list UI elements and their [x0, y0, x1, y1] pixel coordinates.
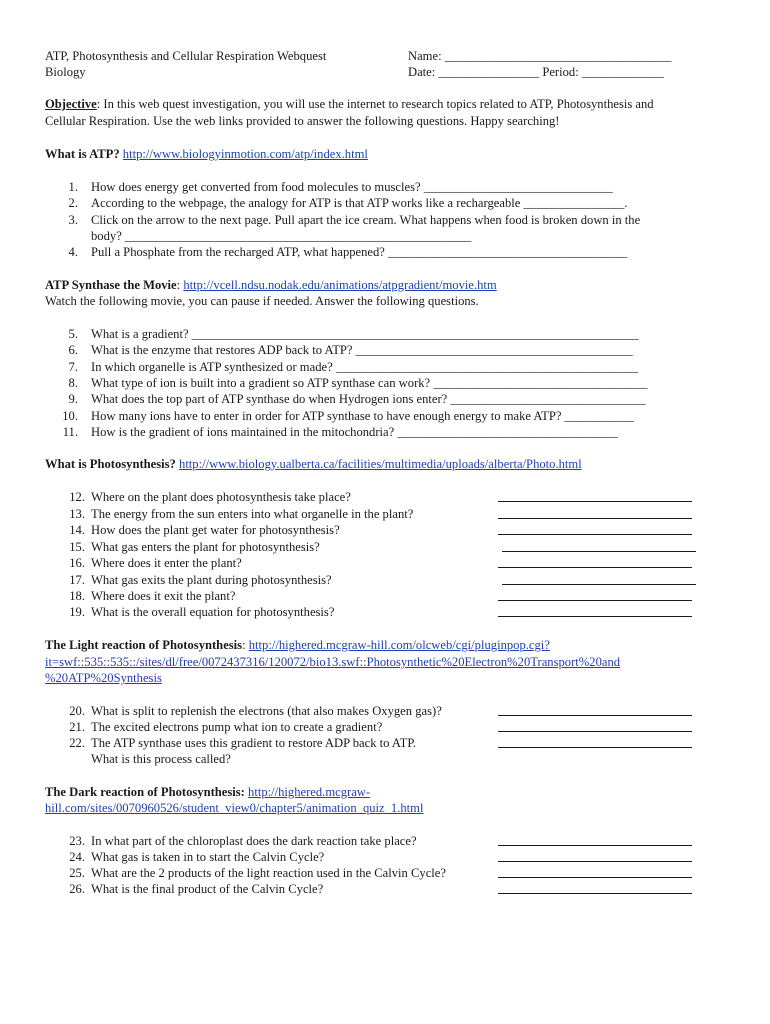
answer-line[interactable] — [498, 600, 692, 601]
question-number: 24. — [69, 850, 85, 864]
answer-line[interactable] — [498, 731, 692, 732]
question-number: 22. — [69, 736, 85, 750]
objective-text-1: : In this web quest investigation, you will use the internet to research topics related to ATP, Photosynthesis and — [96, 97, 654, 111]
question-22: The ATP synthase uses this gradient to restore ADP back to ATP. — [91, 736, 417, 750]
answer-line[interactable] — [498, 567, 692, 568]
question-9: What does the top part of ATP synthase do when Hydrogen ions enter? _______________________________ — [91, 392, 646, 406]
question-number: 19. — [69, 605, 85, 619]
objective-text-2: Cellular Respiration. Use the web links provided to answer the following questions. Happy searching! — [45, 114, 560, 128]
question-4: Pull a Phosphate from the recharged ATP, what happened? ______________________________________ — [91, 245, 628, 259]
light-reaction-link-part-1[interactable]: http://highered.mcgraw-hill.com/olcweb/cgi/pluginpop.cgi? — [248, 638, 550, 652]
question-12: Where on the plant does photosynthesis take place? — [91, 490, 351, 504]
question-number: 3. — [68, 213, 78, 227]
dark-reaction-link-part-2[interactable]: hill.com/sites/0070960526/student_view0/chapter5/animation_quiz_1.html — [45, 801, 424, 815]
question-number: 7. — [68, 360, 78, 374]
question-21: The excited electrons pump what ion to create a gradient? — [91, 720, 383, 734]
heading-text: The Dark reaction of Photosynthesis: — [45, 785, 245, 799]
heading-text: The Light reaction of Photosynthesis — [45, 638, 243, 652]
section-atp-heading — [45, 146, 368, 162]
question-number: 21. — [69, 720, 85, 734]
atp-synthase-link[interactable]: http://vcell.ndsu.nodak.edu/animations/atpgradient/movie.htm — [183, 278, 497, 292]
answer-line[interactable] — [498, 747, 692, 748]
question-number: 16. — [69, 556, 85, 570]
question-number: 4. — [68, 245, 78, 259]
section-intro: Watch the following movie, you can pause if needed. Answer the following questions. — [45, 294, 479, 308]
question-number: 6. — [68, 343, 78, 357]
question-number: 25. — [69, 866, 85, 880]
objective-line-1 — [45, 96, 654, 112]
answer-line[interactable] — [498, 534, 692, 535]
question-number: 17. — [69, 573, 85, 587]
question-number: 9. — [68, 392, 78, 406]
question-number: 1. — [68, 180, 78, 194]
question-number: 8. — [68, 376, 78, 390]
question-11: How is the gradient of ions maintained in the mitochondria? ___________________________________ — [91, 425, 618, 439]
question-14: How does the plant get water for photosynthesis? — [91, 523, 340, 537]
heading-text: What is ATP? — [45, 147, 120, 161]
objective-label: Objective — [45, 97, 97, 111]
question-1: How does energy get converted from food molecules to muscles? ______________________________ — [91, 180, 613, 194]
question-24: What gas is taken in to start the Calvin Cycle? — [91, 850, 325, 864]
question-10: How many ions have to enter in order for ATP synthase to have enough energy to make ATP? ___________ — [91, 409, 634, 423]
question-17: What gas exits the plant during photosynthesis? — [91, 573, 332, 587]
light-reaction-link-part-3[interactable]: %20ATP%20Synthesis — [45, 671, 162, 685]
question-number: 23. — [69, 834, 85, 848]
atp-link[interactable]: http://www.biologyinmotion.com/atp/index.html — [122, 147, 368, 161]
question-7: In which organelle is ATP synthesized or made? ________________________________________________ — [91, 360, 639, 374]
dark-reaction-link-part-1[interactable]: http://highered.mcgraw- — [248, 785, 371, 799]
question-19: What is the overall equation for photosynthesis? — [91, 605, 335, 619]
answer-line[interactable] — [498, 715, 692, 716]
question-number: 13. — [69, 507, 85, 521]
photosynthesis-link[interactable]: http://www.biology.ualberta.ca/facilities/multimedia/uploads/alberta/Photo.html — [179, 457, 582, 471]
light-reaction-link-part-2[interactable]: it=swf::535::535::/sites/dl/free/0072437316/120072/bio13.swf::Photosynthetic%20Electron%20Transport%20and — [45, 655, 621, 669]
section-dark-reaction-heading — [45, 784, 370, 800]
heading-text: ATP Synthase the Movie — [45, 278, 177, 292]
question-26: What is the final product of the Calvin Cycle? — [91, 882, 324, 896]
question-number: 12. — [69, 490, 85, 504]
question-22-continued: What is this process called? — [91, 752, 231, 766]
question-number: 14. — [69, 523, 85, 537]
dark-reaction-link-line-2 — [45, 800, 423, 816]
answer-line[interactable] — [502, 551, 696, 552]
question-number: 20. — [69, 704, 85, 718]
section-light-reaction-heading — [45, 637, 550, 653]
answer-line[interactable] — [498, 861, 692, 862]
question-23: In what part of the chloroplast does the dark reaction take place? — [91, 834, 417, 848]
question-number: 18. — [69, 589, 85, 603]
question-8: What type of ion is built into a gradient so ATP synthase can work? __________________________________ — [91, 376, 648, 390]
name-field: Name: ____________________________________ — [408, 49, 672, 63]
question-number: 5. — [68, 327, 78, 341]
period-label: Period: _____________ — [542, 65, 664, 79]
question-3-continued: body? _______________________________________________________ — [91, 229, 472, 243]
question-6: What is the enzyme that restores ADP back to ATP? ____________________________________________ — [91, 343, 633, 357]
question-25: What are the 2 products of the light reaction used in the Calvin Cycle? — [91, 866, 446, 880]
heading-text: What is Photosynthesis? — [45, 457, 176, 471]
answer-line[interactable] — [498, 616, 692, 617]
answer-line[interactable] — [502, 584, 696, 585]
question-18: Where does it exit the plant? — [91, 589, 236, 603]
worksheet-title: ATP, Photosynthesis and Cellular Respiration Webquest — [45, 49, 327, 63]
heading-colon: : — [242, 638, 246, 652]
question-number: 11. — [62, 425, 78, 439]
section-photosynthesis-heading — [45, 456, 582, 472]
question-16: Where does it enter the plant? — [91, 556, 242, 570]
heading-colon: : — [176, 278, 181, 292]
section-atp-synthase-heading — [45, 277, 497, 293]
answer-line[interactable] — [498, 518, 692, 519]
question-5: What is a gradient? _______________________________________________________________________ — [91, 327, 639, 341]
subject-label: Biology — [45, 65, 86, 79]
answer-line[interactable] — [498, 501, 692, 502]
question-20: What is split to replenish the electrons (that also makes Oxygen gas)? — [91, 704, 442, 718]
question-3: Click on the arrow to the next page. Pull apart the ice cream. What happens when food is broken down in the — [91, 213, 641, 227]
question-13: The energy from the sun enters into what organelle in the plant? — [91, 507, 414, 521]
question-2: According to the webpage, the analogy for ATP is that ATP works like a rechargeable ________________. — [91, 196, 628, 210]
question-15: What gas enters the plant for photosynthesis? — [91, 540, 320, 554]
date-label: Date: ________________ — [408, 65, 540, 79]
light-reaction-link-line-3 — [45, 670, 162, 686]
question-number: 15. — [69, 540, 85, 554]
question-number: 2. — [68, 196, 78, 210]
light-reaction-link-line-2 — [45, 654, 620, 670]
answer-line[interactable] — [498, 877, 692, 878]
answer-line[interactable] — [498, 893, 692, 894]
question-number: 10. — [62, 409, 78, 423]
answer-line[interactable] — [498, 845, 692, 846]
question-number: 26. — [69, 882, 85, 896]
date-field — [408, 64, 664, 80]
